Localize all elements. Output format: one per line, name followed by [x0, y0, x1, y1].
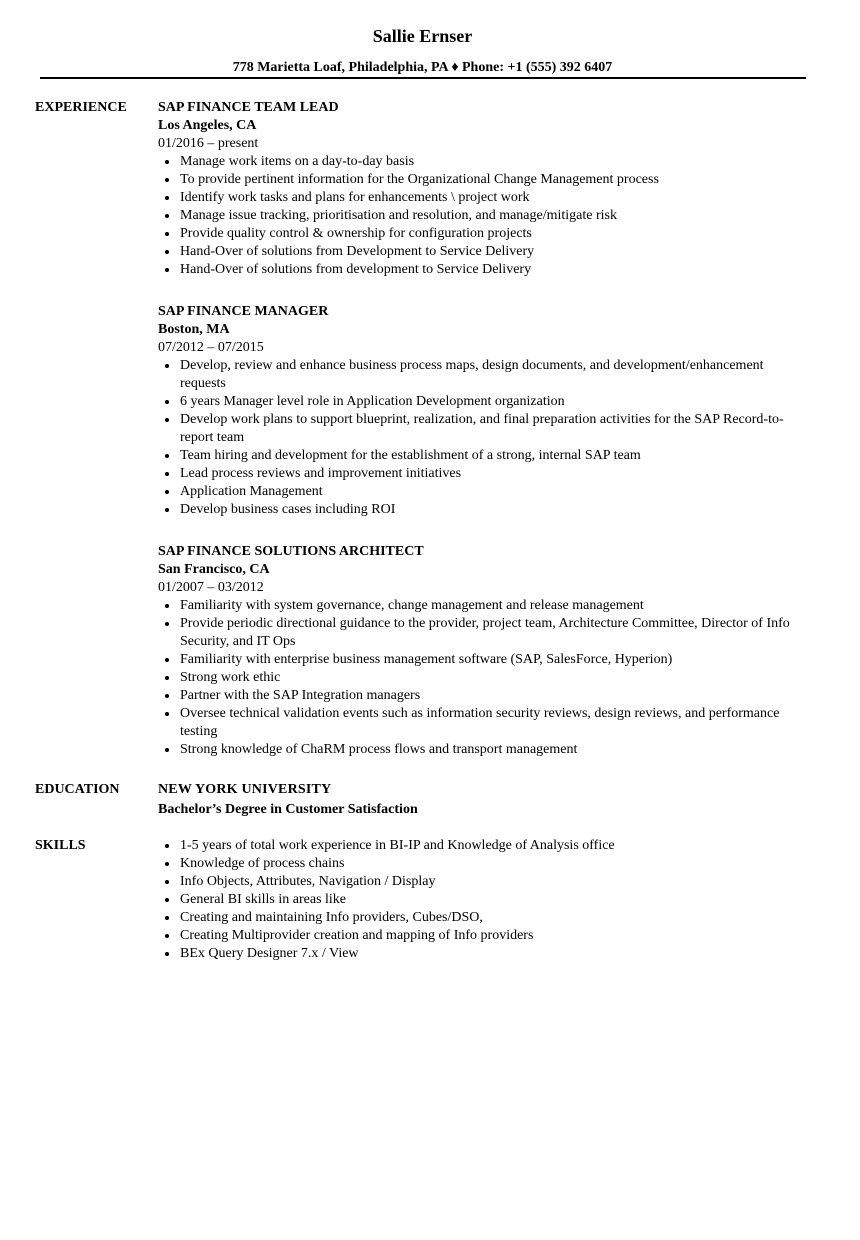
bullet-item: Application Management: [158, 483, 810, 501]
bullet-item: Provide periodic directional guidance to the provider, project team, Architecture Committee, Director of Info Security, and IT Ops: [158, 615, 810, 651]
job-dates: 01/2016 – present: [158, 136, 259, 151]
job-bullets: [158, 597, 810, 759]
skill-item: 1-5 years of total work experience in BI-IP and Knowledge of Analysis office: [158, 837, 810, 855]
skills-list: [158, 837, 810, 963]
job-title: SAP FINANCE MANAGER: [158, 304, 329, 319]
bullet-item: To provide pertinent information for the Organizational Change Management process: [158, 171, 810, 189]
job-entry: [158, 543, 810, 759]
job-entry: [158, 303, 810, 519]
job-title: SAP FINANCE SOLUTIONS ARCHITECT: [158, 544, 424, 559]
skills-body: [158, 837, 810, 963]
job-bullets: [158, 153, 810, 279]
skill-item: BEx Query Designer 7.x / View: [158, 945, 810, 963]
job-dates: 07/2012 – 07/2015: [158, 340, 264, 355]
job-title: SAP FINANCE TEAM LEAD: [158, 100, 339, 115]
bullet-item: Strong knowledge of ChaRM process flows and transport management: [158, 741, 810, 759]
bullet-item: Lead process reviews and improvement initiatives: [158, 465, 810, 483]
skill-item: Knowledge of process chains: [158, 855, 810, 873]
skill-item: General BI skills in areas like: [158, 891, 810, 909]
bullet-item: Partner with the SAP Integration managers: [158, 687, 810, 705]
bullet-item: Strong work ethic: [158, 669, 810, 687]
education-heading: EDUCATION: [35, 782, 120, 797]
bullet-item: 6 years Manager level role in Application Development organization: [158, 393, 810, 411]
bullet-item: Identify work tasks and plans for enhancements \ project work: [158, 189, 810, 207]
education-body: [158, 781, 810, 819]
bullet-item: Hand-Over of solutions from development to Service Delivery: [158, 261, 810, 279]
bullet-item: Develop work plans to support blueprint, realization, and final preparation activities for the SAP Record-to-report team: [158, 411, 810, 447]
skill-item: Creating and maintaining Info providers, Cubes/DSO,: [158, 909, 810, 927]
bullet-item: Hand-Over of solutions from Development to Service Delivery: [158, 243, 810, 261]
bullet-item: Familiarity with system governance, change management and release management: [158, 597, 810, 615]
job-location: San Francisco, CA: [158, 562, 270, 577]
candidate-name: Sallie Ernser: [372, 26, 473, 46]
school-name: NEW YORK UNIVERSITY: [158, 782, 332, 797]
skill-item: Creating Multiprovider creation and mapping of Info providers: [158, 927, 810, 945]
experience-heading: EXPERIENCE: [35, 100, 127, 115]
bullet-item: Provide quality control & ownership for configuration projects: [158, 225, 810, 243]
job-location: Los Angeles, CA: [158, 118, 257, 133]
bullet-item: Manage issue tracking, prioritisation and resolution, and manage/mitigate risk: [158, 207, 810, 225]
job-location: Boston, MA: [158, 322, 230, 337]
skills-heading: SKILLS: [35, 838, 86, 853]
bullet-item: Team hiring and development for the establishment of a strong, internal SAP team: [158, 447, 810, 465]
bullet-item: Manage work items on a day-to-day basis: [158, 153, 810, 171]
header-divider: [40, 77, 806, 79]
contact-line: 778 Marietta Loaf, Philadelphia, PA ♦ Phone: +1 (555) 392 6407: [232, 60, 613, 75]
bullet-item: Develop business cases including ROI: [158, 501, 810, 519]
skill-item: Info Objects, Attributes, Navigation / Display: [158, 873, 810, 891]
experience-body: [158, 99, 810, 759]
job-entry: [158, 99, 810, 279]
bullet-item: Familiarity with enterprise business management software (SAP, SalesForce, Hyperion): [158, 651, 810, 669]
job-bullets: [158, 357, 810, 519]
bullet-item: Oversee technical validation events such as information security reviews, design reviews, and performance testing: [158, 705, 810, 741]
bullet-item: Develop, review and enhance business process maps, design documents, and development/enhancement requests: [158, 357, 810, 393]
job-dates: 01/2007 – 03/2012: [158, 580, 264, 595]
degree-name: Bachelor’s Degree in Customer Satisfaction: [158, 802, 418, 817]
